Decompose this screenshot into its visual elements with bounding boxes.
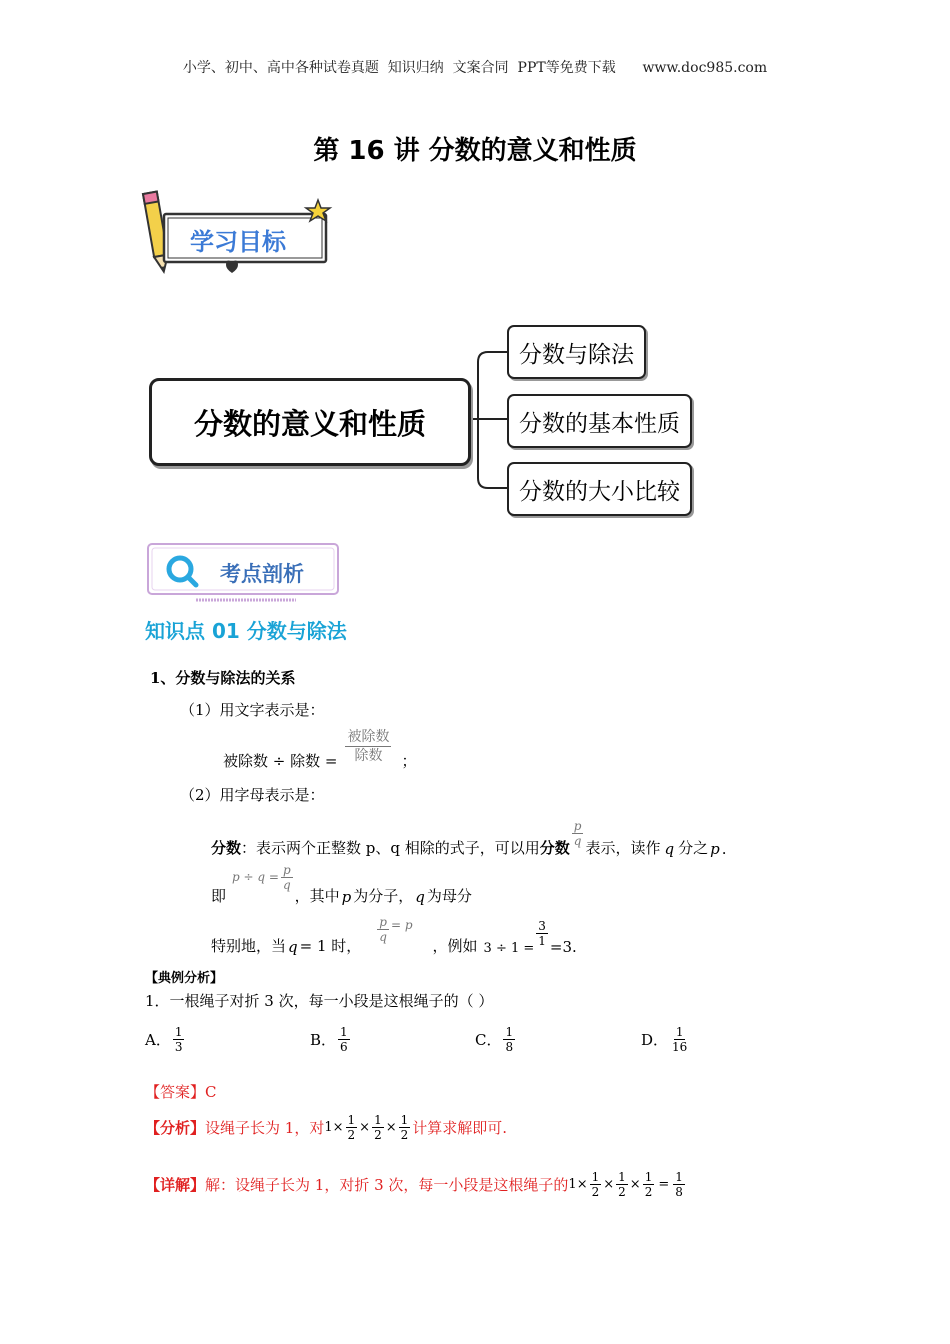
option-c-label: C． — [475, 1031, 502, 1049]
detail-math — [568, 1170, 686, 1199]
word-equation-tail: ； — [401, 752, 417, 770]
analysis-half-2 — [372, 1113, 384, 1142]
analysis-half-1-num: 1 — [347, 1113, 356, 1127]
formula-fraction — [281, 863, 293, 892]
answer-value: C — [205, 1083, 217, 1101]
analysis-math-one: 1 — [324, 1120, 333, 1135]
sub-heading-words: （1）用文字表示是： — [180, 701, 325, 719]
definition-label: 分数 — [211, 839, 242, 857]
option-b — [310, 1025, 352, 1054]
mindmap-node-compare: 分数的大小比较 — [507, 462, 692, 516]
analysis-text: 设绳子长为 1，对 — [205, 1119, 325, 1137]
definition-label-2: 分数 — [539, 839, 570, 857]
option-c — [475, 1025, 517, 1054]
analysis-half-1 — [346, 1113, 358, 1142]
answer-tag: 【答案】 — [145, 1083, 206, 1101]
option-a-den: 3 — [174, 1040, 183, 1054]
analysis-math — [324, 1113, 412, 1142]
formula-text: ，其中 — [294, 887, 340, 905]
option-b-den: 6 — [340, 1040, 348, 1054]
page-title: 第 16 讲 分数的意义和性质 — [313, 136, 637, 166]
detail-times-3: × — [629, 1177, 641, 1192]
special-example-den: 1 — [538, 934, 546, 948]
detail-result-den: 8 — [675, 1185, 683, 1199]
analysis-half-2-den: 2 — [374, 1128, 382, 1142]
special-fraction — [377, 915, 389, 944]
formula-prefix: 即 — [211, 887, 227, 905]
detail-half-3 — [643, 1170, 655, 1199]
mindmap-root: 分数的意义和性质 — [149, 378, 471, 466]
special-example-result: =3. — [549, 938, 577, 956]
option-a-num: 1 — [174, 1025, 183, 1039]
formula-expression: p ÷ q = — [232, 870, 279, 884]
analysis-times-3: × — [385, 1120, 397, 1135]
special-condition: = 1 时， — [299, 937, 362, 955]
analysis-half-3-den: 2 — [400, 1128, 409, 1142]
detail-half-3-num: 1 — [644, 1170, 653, 1184]
detail-result — [673, 1170, 685, 1199]
definition-end: . — [721, 840, 727, 858]
formula-denominator-text: 为母分 — [426, 887, 472, 905]
formula-q: q — [415, 888, 425, 906]
detail-equals: = — [658, 1177, 670, 1192]
analysis-half-3 — [399, 1113, 411, 1142]
option-d-label: D． — [641, 1031, 669, 1049]
detail-half-2 — [616, 1170, 628, 1199]
definition-text: ：表示两个正整数 p、q 相除的式子，可以用 — [241, 839, 540, 857]
option-c-fraction — [503, 1025, 515, 1054]
definition-fraction — [572, 819, 584, 848]
special-example-expr: 3 ÷ 1 = — [483, 941, 535, 956]
detail-half-1 — [590, 1170, 602, 1199]
formula-p: p — [341, 888, 352, 906]
analysis-half-1-den: 2 — [347, 1128, 356, 1142]
analysis-tail: 计算求解即可. — [412, 1119, 508, 1137]
detail-times-2: × — [603, 1177, 615, 1192]
mindmap-node-division: 分数与除法 — [507, 325, 646, 379]
detail-tag: 【详解】 — [145, 1176, 206, 1194]
analysis-half-3-num: 1 — [400, 1113, 409, 1127]
sub-heading-letters: （2）用字母表示是： — [180, 786, 325, 804]
definition-p: p — [710, 840, 720, 858]
detail-half-1-num: 1 — [591, 1170, 600, 1184]
definition-fraction-num: p — [573, 819, 582, 833]
option-b-fraction — [338, 1025, 350, 1054]
option-d-num: 1 — [675, 1025, 684, 1039]
option-d-den: 16 — [672, 1040, 688, 1054]
word-fraction — [345, 728, 391, 765]
detail-times-1: × — [576, 1177, 588, 1192]
option-b-num: 1 — [340, 1025, 348, 1039]
option-b-label: B． — [310, 1031, 337, 1049]
formula-numerator-text: 为分子， — [353, 887, 414, 905]
page-header: 小学、初中、高中各种试卷真题 知识归纳 文案合同 PPT等免费下载 www.doc985.com — [182, 60, 768, 76]
detail-half-3-den: 2 — [644, 1185, 653, 1199]
example-heading: 【典例分析】 — [145, 971, 224, 986]
special-text: 特别地，当 — [211, 937, 287, 955]
special-eq-p: = p — [390, 918, 413, 932]
analysis-tag: 【分析】 — [145, 1119, 206, 1137]
detail-half-1-den: 2 — [591, 1185, 600, 1199]
definition-mid: 分之 — [678, 839, 709, 857]
question-text: 1．一根绳子对折 3 次，每一小段是这根绳子的（ ） — [145, 992, 494, 1010]
special-case-line — [211, 906, 577, 956]
special-example-label: ，例如 — [432, 937, 478, 955]
analysis-half-2-num: 1 — [374, 1113, 382, 1127]
analysis-times-1: × — [332, 1120, 344, 1135]
definition-read-label: 表示，读作 — [585, 839, 661, 857]
word-fraction-num: 被除数 — [347, 729, 390, 745]
section-heading: 1、分数与除法的关系 — [150, 669, 296, 687]
option-d — [641, 1025, 691, 1054]
word-fraction-den: 除数 — [354, 748, 383, 764]
formula-line — [211, 856, 472, 906]
detail-math-one: 1 — [568, 1177, 577, 1192]
option-c-num: 1 — [505, 1025, 514, 1039]
word-equation-left: 被除数 ÷ 除数 = — [223, 752, 338, 770]
knowledge-point-title: 知识点 01 分数与除法 — [145, 619, 347, 643]
definition-line — [211, 808, 727, 858]
formula-fraction-num: p — [282, 863, 291, 877]
detail-line — [145, 1170, 687, 1199]
special-example-num: 3 — [538, 919, 546, 933]
learning-goal-label: 学习目标 — [190, 228, 286, 256]
key-points-label: 考点剖析 — [220, 562, 304, 586]
option-a — [145, 1025, 186, 1054]
word-equation — [223, 722, 416, 771]
analysis-line — [145, 1113, 507, 1142]
mindmap-node-basic-property: 分数的基本性质 — [507, 394, 692, 448]
definition-q: q — [664, 840, 675, 858]
detail-half-2-num: 1 — [618, 1170, 626, 1184]
answer-line — [145, 1081, 217, 1102]
option-a-label: A． — [145, 1031, 171, 1049]
detail-half-2-den: 2 — [618, 1185, 626, 1199]
special-fraction-den: q — [379, 930, 387, 944]
option-d-fraction — [670, 1025, 689, 1054]
option-c-den: 8 — [505, 1040, 514, 1054]
special-q: q — [288, 938, 298, 956]
key-points-banner — [146, 542, 346, 604]
special-fraction-num: p — [379, 915, 387, 929]
special-example-fraction — [536, 919, 548, 948]
analysis-times-2: × — [359, 1120, 371, 1135]
option-a-fraction — [173, 1025, 185, 1054]
definition-fraction-den: q — [573, 834, 582, 848]
detail-text: 解：设绳子长为 1，对折 3 次，每一小段是这根绳子的 — [205, 1176, 569, 1194]
detail-result-num: 1 — [675, 1170, 683, 1184]
formula-fraction-den: q — [282, 878, 291, 892]
